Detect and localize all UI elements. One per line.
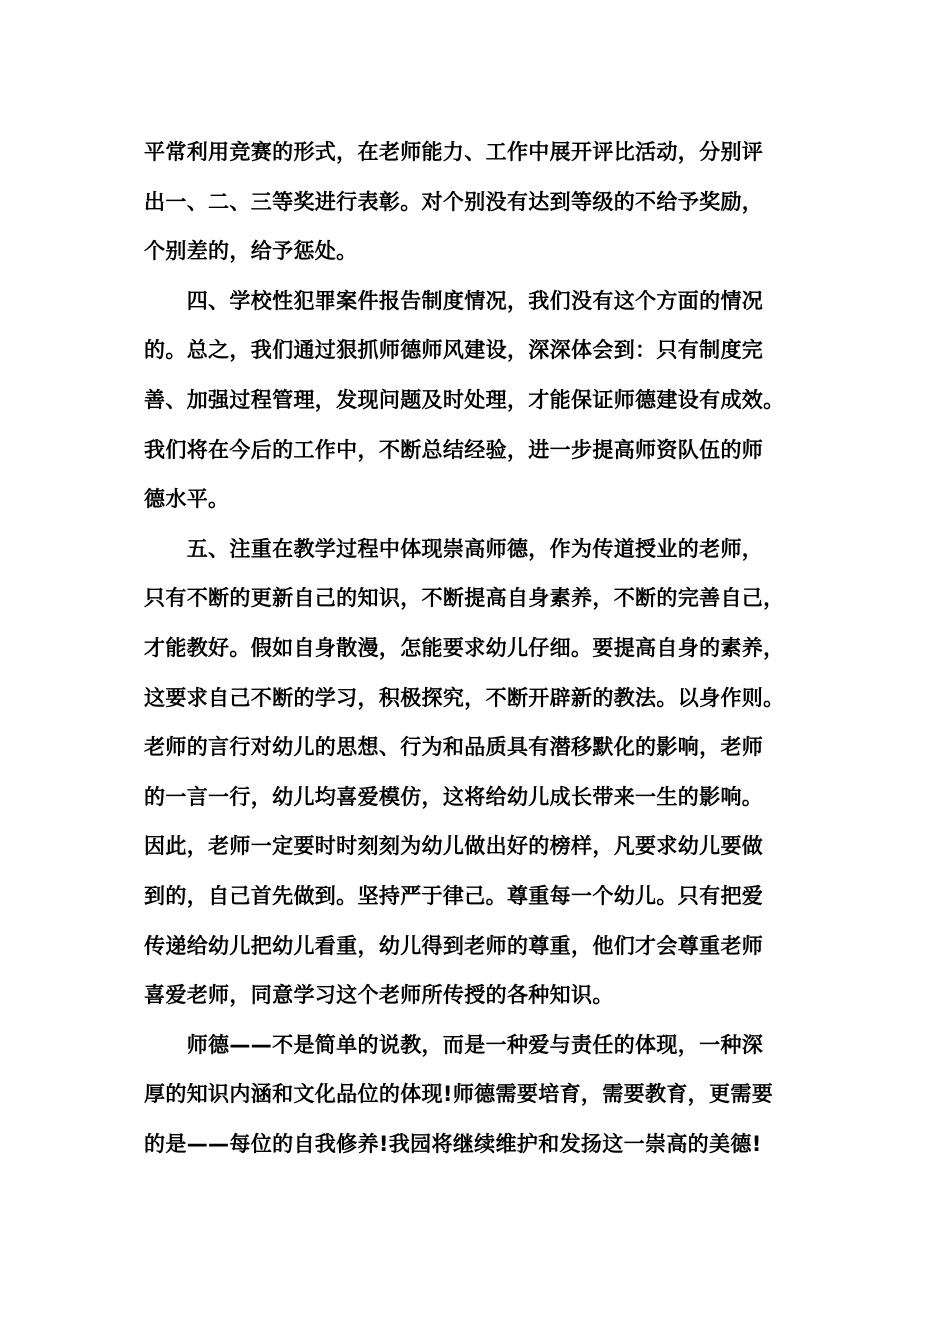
paragraph-line: 因此，老师一定要时时刻刻为幼儿做出好的榜样，凡要求幼儿要做 bbox=[144, 834, 764, 859]
paragraph-line: 厚的知识内涵和文化品位的体现!师德需要培育，需要教育，更需要 bbox=[144, 1082, 774, 1107]
paragraph-line: 善、加强过程管理，发现问题及时处理，才能保证师德建设有成效。 bbox=[144, 387, 785, 412]
paragraph-line: 的一言一行，幼儿均喜爱模仿，这将给幼儿成长带来一生的影响。 bbox=[144, 784, 764, 809]
paragraph-line: 出一、二、三等奖进行表彰。对个别没有达到等级的不给予奖励， bbox=[144, 189, 764, 214]
paragraph-line: 德水平。 bbox=[144, 487, 230, 512]
paragraph-line: 平常利用竞赛的形式，在老师能力、工作中展开评比活动，分别评 bbox=[144, 140, 764, 164]
paragraph-line: 的。总之，我们通过狠抓师德师风建设，深深体会到：只有制度完 bbox=[144, 338, 764, 363]
paragraph-line: 这要求自己不断的学习，积极探究，不断开辟新的教法。以身作则。 bbox=[144, 685, 785, 710]
paragraph-line: 传递给幼儿把幼儿看重，幼儿得到老师的尊重，他们才会尊重老师 bbox=[144, 933, 764, 958]
paragraph-line: 到的，自己首先做到。坚持严于律己。尊重每一个幼儿。只有把爱 bbox=[144, 883, 764, 908]
paragraph-line: 五、注重在教学过程中体现崇高师德，作为传道授业的老师， bbox=[144, 536, 764, 561]
document-body bbox=[144, 128, 810, 1169]
paragraph-line: 喜爱老师，同意学习这个老师所传授的各种知识。 bbox=[144, 983, 614, 1008]
paragraph-line: 才能教好。假如自身散漫，怎能要求幼儿仔细。要提高自身的素养， bbox=[144, 635, 785, 660]
paragraph-line: 四、学校性犯罪案件报告制度情况，我们没有这个方面的情况 bbox=[144, 288, 764, 313]
paragraph-line: 只有不断的更新自己的知识，不断提高自身素养，不断的完善自己， bbox=[144, 586, 785, 611]
paragraph-line: 我们将在今后的工作中，不断总结经验，进一步提高师资队伍的师 bbox=[144, 437, 764, 462]
paragraph-line: 老师的言行对幼儿的思想、行为和品质具有潜移默化的影响，老师 bbox=[144, 735, 764, 760]
paragraph-line: 个别差的，给予惩处。 bbox=[144, 239, 358, 264]
paragraph-line: 师德——不是简单的说教，而是一种爱与责任的体现，一种深 bbox=[144, 1032, 764, 1057]
paragraph-line: 的是——每位的自我修养!我园将继续维护和发扬这一崇高的美德! bbox=[144, 1131, 762, 1156]
